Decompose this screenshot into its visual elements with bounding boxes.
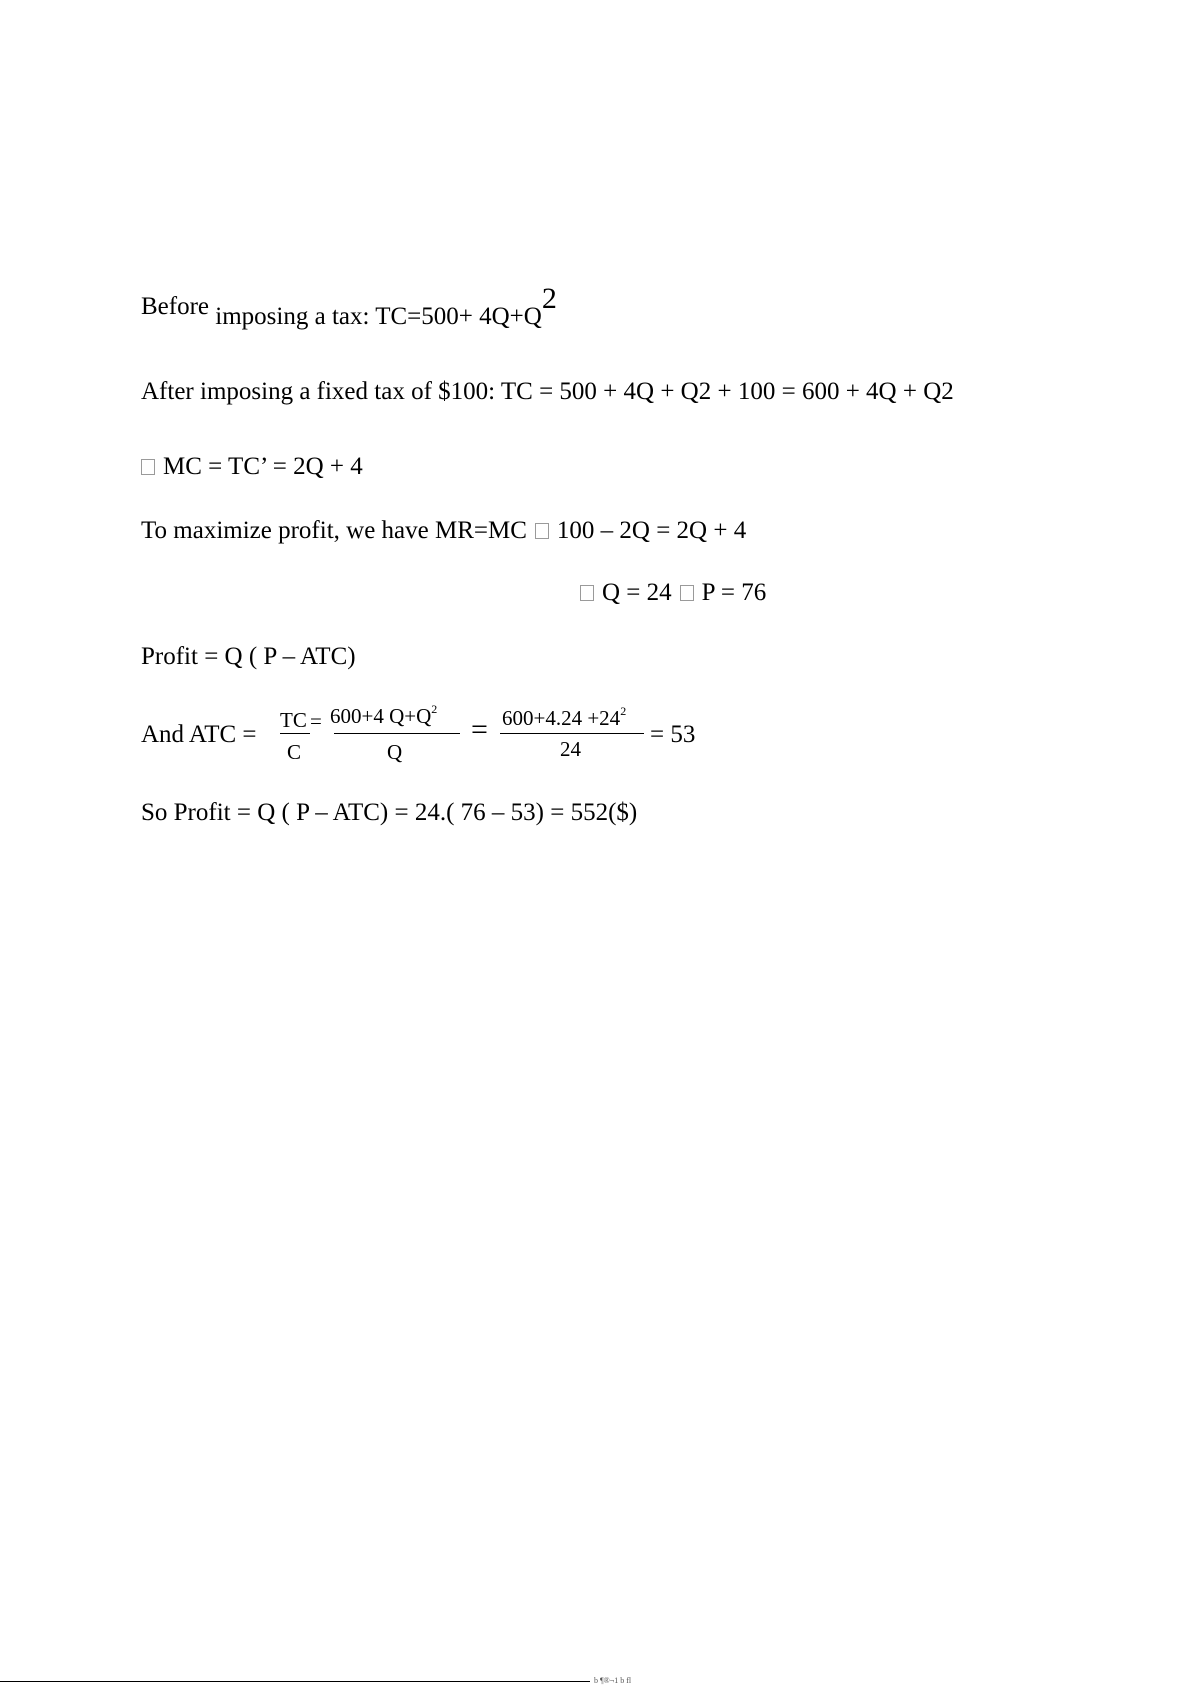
fraction2-numerator: 600+4 $Q+Q^2$ <box>330 702 438 728</box>
missing-glyph-icon <box>680 585 694 601</box>
word-before: Before <box>141 293 210 320</box>
missing-glyph-icon <box>141 459 155 475</box>
fraction2-exponent: 2 <box>431 702 438 716</box>
fraction2-denominator: Q <box>387 740 403 764</box>
maximize-equation: 100 – 2Q = 2Q + 4 <box>556 517 747 544</box>
mc-equation: MC = TC’ = 2Q + 4 <box>163 453 363 480</box>
fraction2-bar <box>334 733 460 734</box>
fraction1-bar <box>280 733 310 734</box>
fraction3-bar <box>500 733 644 734</box>
fraction3-denominator: 24 <box>560 737 581 761</box>
line-final-profit: So Profit = Q ( P – ATC) = 24.( 76 – 53) = 552($) <box>141 799 638 826</box>
line-maximize-profit <box>141 516 746 546</box>
price-solution: P = 76 <box>701 579 767 606</box>
footer-rule <box>0 1681 590 1682</box>
fraction1-numerator: TC <box>280 708 307 732</box>
quantity-solution: Q = 24 <box>602 579 672 606</box>
missing-glyph-icon <box>535 523 549 539</box>
fraction1-equals: = <box>310 709 322 733</box>
line-profit-formula: Profit = Q ( P – ATC) <box>141 643 356 670</box>
fraction3-numerator: $600+4.24 +24^2$ <box>502 704 627 730</box>
before-tax-exponent: 2 <box>541 282 557 315</box>
before-tax-equation: imposing a tax: TC=500+ 4Q+Q <box>209 303 542 330</box>
missing-glyph-icon <box>580 585 594 601</box>
middle-equals: = <box>471 713 488 746</box>
footer-artifact-text: b ¶®¬1 b fl <box>594 1676 632 1685</box>
line-solution <box>580 578 766 608</box>
fraction1-denominator: C <box>287 740 302 764</box>
fraction3-exponent: 2 <box>620 704 627 718</box>
maximize-condition: To maximize profit, we have MR=MC <box>141 517 527 544</box>
atc-result: = 53 <box>650 721 696 748</box>
line-before-tax <box>141 282 557 332</box>
line-marginal-cost <box>141 452 363 482</box>
line-atc-lead: And ATC = <box>141 721 257 748</box>
line-after-tax: After imposing a fixed tax of $100: TC = 500 + 4Q + Q2 + 100 = 600 + 4Q + Q2 <box>141 378 954 405</box>
